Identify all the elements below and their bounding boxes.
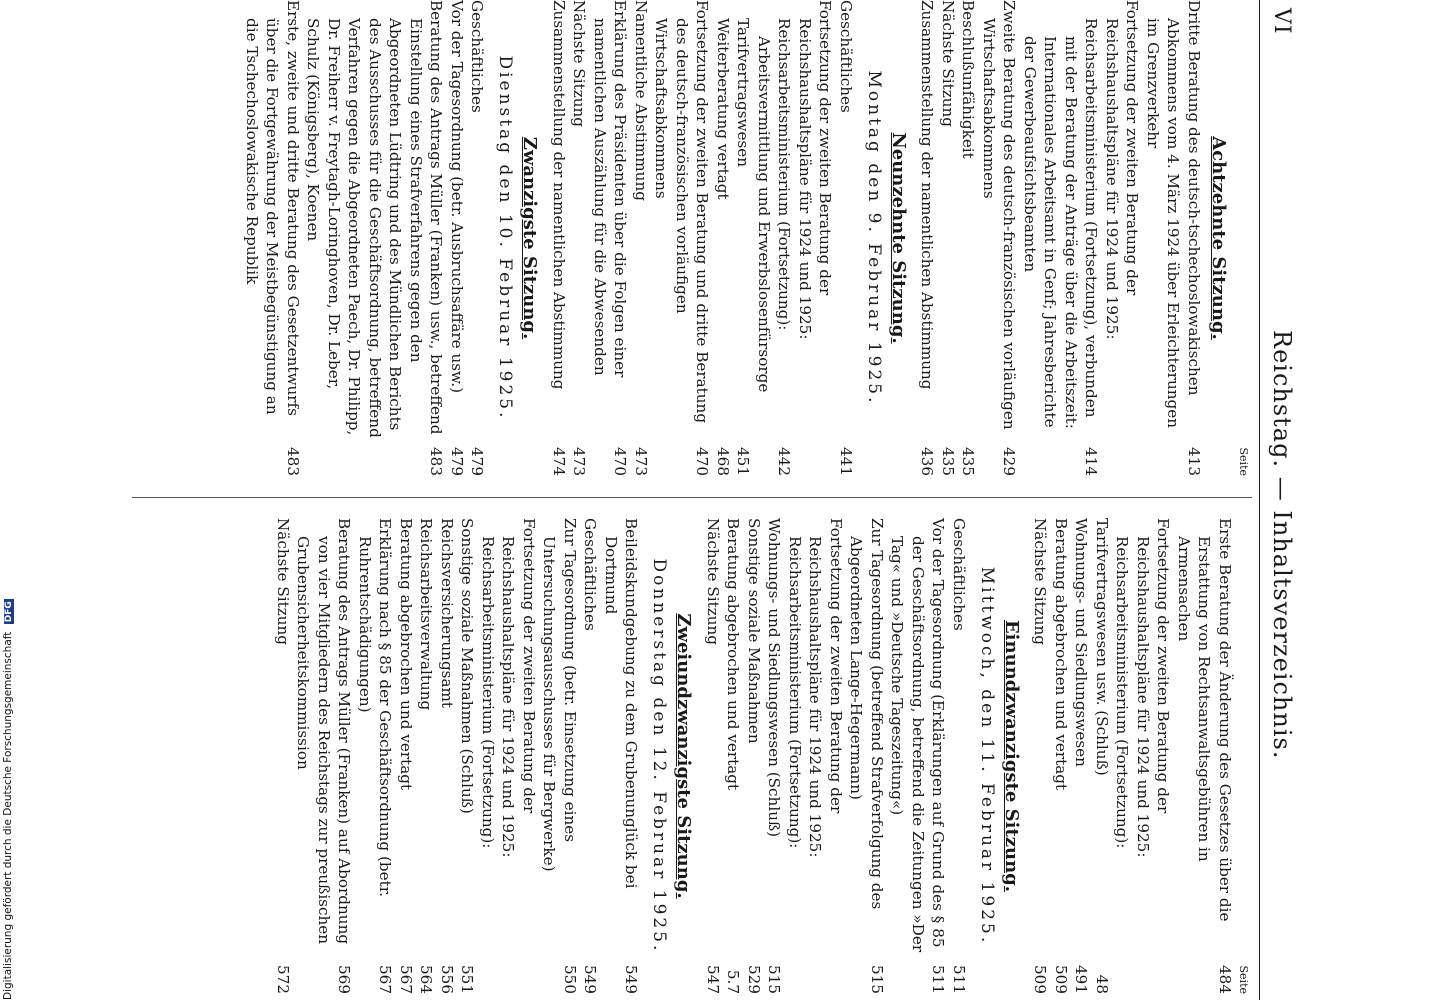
index-entry [651, 0, 713, 476]
index-entry [703, 518, 724, 994]
entry-page-number: 509 [1031, 965, 1050, 994]
entry-page-number: 564 [417, 965, 436, 994]
entry-page-number: 549 [581, 965, 600, 994]
entry-text: Reichsversicherungsamt [438, 518, 456, 709]
entry-text: Namentliche Abstimmung [632, 0, 650, 201]
index-page [120, 0, 1300, 1000]
index-entry [293, 518, 355, 994]
entry-text: Sonstige soziale Maßnahmen [745, 518, 763, 744]
entry-text: Reichsarbeitsministerium (Fortsetzung), verbunden mit der Beratung der Anträge über die Arbeitszeit: Internationales Arbeitsamt in Genf; Jahresberichte der Gewerbeaufsichtsbeamten [1021, 18, 1101, 429]
rotated-page-wrapper [120, 0, 1300, 1000]
entry-page-number: 549 [622, 965, 641, 994]
seite-label: Seite [1237, 965, 1250, 994]
entry-text: Wohnungs- und Siedlungswesen [1072, 518, 1091, 767]
entry-text: Erste, zweite und dritte Beratung des Gesetzentwurfs über die Fortgewährung der Meistbegünstigung an die Tschechoslowakische Republik [243, 0, 302, 416]
entry-page-number: 567 [376, 965, 395, 994]
entry-text: Dritte Beratung des deutsch-tschechoslowakischen Abkommens vom 4. März 1924 über Erleichterungen im Grenzverkehr [1144, 0, 1203, 428]
index-entry [1133, 518, 1174, 994]
entry-page-number: 414 [1082, 447, 1101, 476]
entry-page-number: 435 [959, 447, 978, 476]
entry-page-number [805, 960, 846, 994]
index-entry [713, 0, 734, 476]
left-column [242, 0, 1251, 476]
entry-text: Erklärung nach § 85 der Geschäftsordnung (betr. Ruhrentschädigungen) [356, 518, 395, 898]
entry-page-number: 474 [550, 447, 568, 476]
entry-page-number: 551 [458, 965, 477, 994]
entry-text: Fortsetzung der zweiten Beratung der Reichshaushaltspläne für 1924 und 1925: [806, 518, 845, 858]
index-entry [242, 0, 304, 476]
index-entry [1030, 518, 1051, 994]
entry-text: Vor der Tagesordnung (Erklärungen auf Grund des § 85 der Geschäftsordnung, betreffend die Zeitungen »Der Tag« und »Deutsche Tageszeitung«) [888, 518, 948, 953]
entry-text: Fortsetzung der zweiten Beratung der Reichshaushaltspläne für 1924 und 1925: [1103, 0, 1142, 340]
index-entry [1071, 518, 1092, 994]
index-entry [836, 0, 857, 476]
index-entry [457, 518, 478, 994]
entry-text: Reichsarbeitsministerium (Fortsetzung): [786, 536, 804, 849]
entry-page-number: 473 [632, 447, 650, 476]
session-title: Achtzehnte Sitzung. [1208, 136, 1229, 340]
entry-page-number: 479 [468, 447, 487, 476]
right-column [273, 518, 1251, 994]
entry-text: Fortsetzung der zweiten Beratung der Reichshaushaltspläne für 1924 und 1925: [796, 0, 835, 340]
page-header [1259, 0, 1300, 1000]
entry-page-number [478, 960, 499, 994]
entry-text: Nächste Sitzung [274, 518, 292, 645]
index-entry [917, 0, 938, 476]
entry-text: Zweite Beratung des deutsch-französischen vorläufigen Wirtschaftsabkommens [980, 0, 1019, 430]
entry-page-number: 491 [1072, 965, 1091, 994]
entry-text: Geschäftliches [581, 518, 600, 631]
index-entry [785, 518, 806, 994]
index-entry [447, 0, 468, 476]
entry-page-number: 441 [837, 447, 855, 476]
index-entry [979, 0, 1020, 476]
entry-text: Zur Tagesordnung (betreffend Strafverfolgung des Abgeordneten Lange-Hegermann) [847, 518, 886, 910]
index-entry [764, 518, 785, 994]
credit-text: Digitalisierung gefördert durch die Deutsche Forschungsgemeinschaft [2, 631, 14, 1000]
index-entry [539, 518, 580, 994]
entry-text: Erklärung des Präsidenten über die Folgen einer namentlichen Auszählung für die Abwesenden [591, 0, 630, 378]
entry-page-number: 515 [765, 965, 784, 994]
entry-text: Reichsarbeitsministerium (Fortsetzung): [1113, 536, 1132, 849]
index-entry [569, 0, 590, 476]
entry-page-number: 479 [448, 447, 466, 476]
seite-label: Seite [1237, 447, 1250, 476]
entry-text: Beschlußunfähigkeit [959, 0, 978, 159]
session-date: Donnerstag den 12. Februar 1925. [649, 558, 670, 954]
entry-page-number: 572 [274, 965, 292, 994]
entry-text: Zusammenstellung der namentlichen Abstimmung [550, 0, 568, 390]
entry-text: Weiterberatung vertagt [714, 18, 732, 200]
session-date: Dienstag den 10. Februar 1925. [495, 55, 516, 421]
entry-page-number: 429 [1000, 447, 1019, 476]
entry-page-number: 569 [335, 965, 354, 994]
entry-text: Nächste Sitzung [1031, 518, 1050, 645]
entry-page-number: 509 [1052, 965, 1070, 994]
session-date: Mittwoch, den 11. Februar 1925. [977, 566, 997, 946]
index-entry [938, 0, 959, 476]
index-entry [733, 0, 754, 476]
entry-page-number: 567 [397, 965, 415, 994]
index-entry [478, 518, 499, 994]
entry-text: Zusammenstellung der namentlichen Abstimmung [918, 0, 937, 390]
entry-text: Reichsarbeitsministerium (Fortsetzung): Arbeitsvermittlung und Erwerbslosenfürsorge [755, 18, 794, 393]
entry-text: Fortsetzung der zweiten Beratung der Reichshaushaltspläne für 1924 und 1925: [499, 518, 538, 858]
entry-page-number: 470 [693, 447, 712, 476]
index-entry [1051, 518, 1072, 994]
entry-text: Wohnungs- und Siedlungswesen (Schluß) [765, 518, 784, 838]
entry-page-number: 511 [929, 965, 948, 994]
index-entry [723, 518, 744, 994]
entry-text: Vor der Tagesordnung (betr. Ausbruchsaffäre usw.) [448, 0, 466, 394]
entry-text: Beratung des Antrags Müller (Franken) usw., betreffend Einstellung eines Strafverfahrens gegen den Abgeordneten Lüdtring und des Mündlichen Berichts des Ausschusses für die Geschäftsordnung, betreffend Verfahren gegen die Abgeordneten Paech, Dr. Philipp, Dr. Freiherr v. Freytagh-Loringhoven, Dr. Leber, Schulz (Königsberg), Koenen [304, 0, 446, 438]
index-entry [416, 518, 437, 994]
entry-text: Nächste Sitzung [704, 518, 722, 645]
entry-page-number: 436 [918, 447, 937, 476]
entry-page-number: 556 [438, 965, 456, 994]
index-entry [355, 518, 396, 994]
index-entry [631, 0, 652, 476]
index-entry [601, 518, 642, 994]
entry-text: Zur Tagesordnung (betr. Einsetzung eines Untersuchungsausschusses für Bergwerke) [540, 518, 579, 872]
entry-text: Geschäftliches [837, 0, 855, 113]
entry-text: Beratung abgebrochen und vertagt [724, 518, 743, 791]
entry-page-number: 483 [427, 447, 446, 476]
index-entry [1092, 518, 1113, 994]
entry-text: Nächste Sitzung [570, 0, 589, 127]
session-title: Zwanzigste Sitzung. [519, 136, 541, 340]
index-entry [1102, 0, 1143, 476]
entry-page-number: 468 [714, 447, 732, 476]
entry-page-number: 511 [950, 965, 968, 994]
entry-page-number: 442 [775, 447, 794, 476]
session-title: Zweiundzwanzigste Sitzung. [673, 613, 695, 899]
entry-page-number [498, 960, 539, 994]
index-entry [498, 518, 539, 994]
index-entry [437, 518, 458, 994]
index-entry [949, 518, 970, 994]
entry-text: Erste Beratung der Änderung des Gesetzes über die Erstattung von Rechtsanwaltsgebühren in Armensachen [1175, 518, 1234, 922]
index-entry [549, 0, 570, 476]
page-number: VI [1269, 8, 1294, 35]
entry-text: Tarifvertragswesen [734, 18, 753, 168]
entry-page-number: 470 [611, 447, 630, 476]
entry-page-number [1133, 960, 1174, 994]
entry-page-number: 5.7 [724, 969, 743, 994]
session-title: Einundzwanzigste Sitzung. [1001, 619, 1022, 893]
entry-text: Geschäftliches [950, 518, 968, 631]
entry-page-number: 550 [561, 965, 579, 994]
entry-page-number: 451 [734, 447, 753, 476]
index-entry [754, 0, 795, 476]
entry-page-number [785, 960, 806, 994]
column-divider [132, 497, 1252, 498]
session-title: Neunzehnte Sitzung. [888, 132, 909, 344]
index-entry [805, 518, 846, 994]
index-entry [1020, 0, 1102, 476]
entry-text: Fortsetzung der zweiten Beratung der Reichshaushaltspläne für 1924 und 1925: [1134, 518, 1173, 858]
entry-page-number: 483 [284, 447, 302, 476]
index-entry [887, 518, 949, 994]
index-entry [467, 0, 488, 476]
entry-text: Tarifvertragswesen usw. (Schluß) [1093, 518, 1111, 776]
entry-text: Fortsetzung der zweiten Beratung und dritte Beratung des deutsch-französischen vorläufigen Wirtschaftsabkommens [652, 0, 712, 424]
entry-text: Geschäftliches [468, 0, 487, 113]
entry-page-number: 48 [1093, 974, 1111, 994]
entry-page-number: 529 [745, 965, 763, 994]
dfg-logo: DFG [4, 601, 14, 623]
index-entry [1112, 518, 1133, 994]
index-entry [580, 518, 601, 994]
digitization-credit [2, 0, 14, 1000]
entry-page-number [1112, 960, 1133, 994]
entry-page-number: 413 [1185, 447, 1203, 476]
index-entry [958, 0, 979, 476]
index-entry [744, 518, 765, 994]
page-title: Reichstag. — Inhaltsverzeichnis. [1268, 330, 1296, 760]
entry-page-number: 435 [939, 447, 957, 476]
index-entry [303, 0, 447, 476]
entry-text: Beratung abgebrochen und vertagt [397, 518, 415, 791]
entry-page-number [1102, 442, 1143, 476]
index-entry [1174, 518, 1236, 994]
session-date: Montag den 9. Februar 1925. [864, 70, 884, 406]
entry-page-number: 547 [704, 965, 722, 994]
index-entry [846, 518, 887, 994]
entry-text: Beratung des Antrags Müller (Franken) auf Abordnung von vier Mitgliedern des Reichstags zur preußischen Grubensicherheitskommission [294, 518, 354, 945]
entry-page-number: 473 [570, 447, 589, 476]
entry-page-number [795, 442, 836, 476]
entry-text: Reichsarbeitsministerium (Fortsetzung): [479, 536, 497, 849]
index-entry [795, 0, 836, 476]
entry-page-number: 484 [1216, 965, 1234, 994]
entry-text: Beileidskundgebung zu dem Grubenunglück bei Dortmund [602, 518, 641, 889]
index-entry [273, 518, 294, 994]
entry-text: Reichsarbeitsverwaltung [417, 518, 436, 711]
entry-text: Nächste Sitzung [939, 0, 957, 127]
index-entry [590, 0, 631, 476]
index-entry [1143, 0, 1205, 476]
entry-text: Beratung abgebrochen und vertagt [1052, 518, 1070, 791]
entry-text: Sonstige soziale Maßnahmen (Schluß) [458, 518, 477, 814]
index-entry [396, 518, 417, 994]
entry-page-number: 515 [868, 965, 886, 994]
